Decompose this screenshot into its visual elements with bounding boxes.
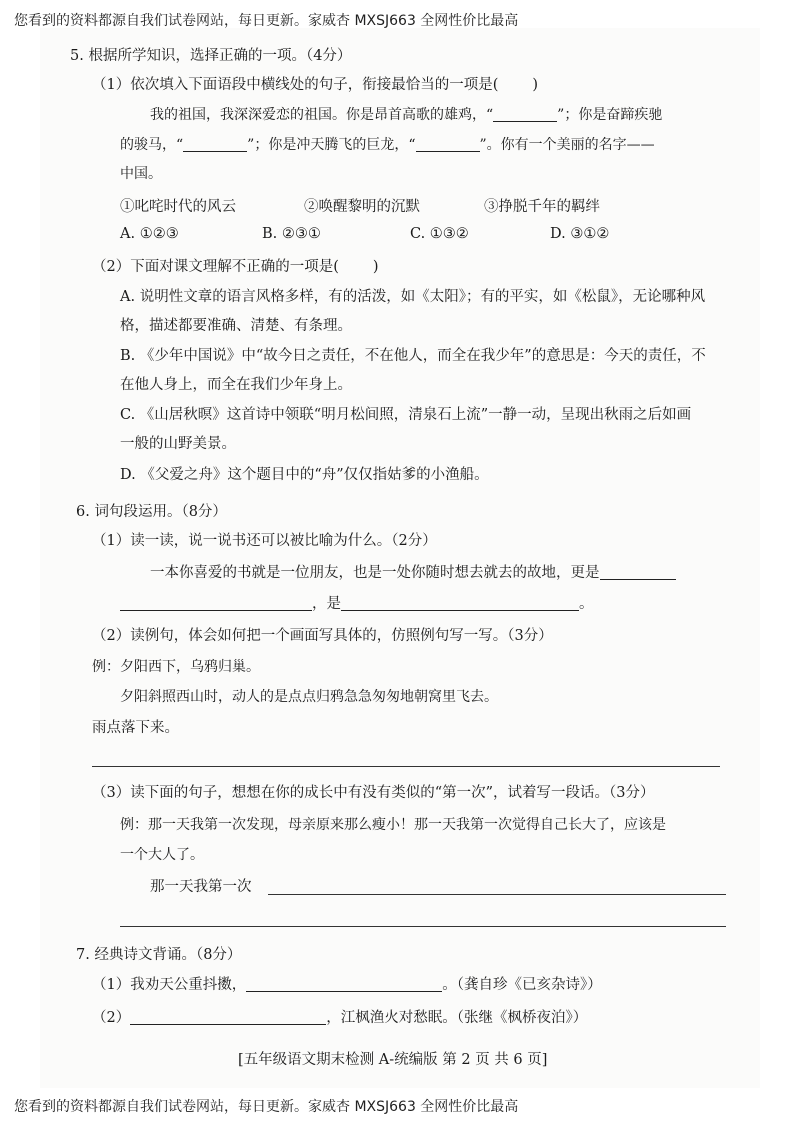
q5-1-stem: （1）依次填入下面语段中横线处的句子，衔接最恰当的一项是( ) bbox=[92, 77, 539, 93]
q6-title: 6. 词句段运用。（8分） bbox=[76, 504, 227, 520]
q7-title: 7. 经典诗文背诵。（8分） bbox=[76, 947, 242, 963]
q5-2-option-d[interactable]: D. 《父爱之舟》这个题目中的“舟”仅仅指姑爹的小渔船。 bbox=[120, 467, 489, 483]
q5-2-option-a-line2: 格，描述都要准确、清楚、有条理。 bbox=[120, 318, 352, 334]
q7-blank-2[interactable] bbox=[130, 1008, 326, 1025]
phrase-1: ①叱咤时代的风云 bbox=[120, 199, 236, 215]
watermark-top: 您看到的资料都源自我们试卷网站，每日更新。家威杏 MXSJ663 全网性价比最高 bbox=[14, 13, 519, 29]
passage-blank-1[interactable] bbox=[493, 105, 557, 122]
q5-2-option-a-line1[interactable]: A. 说明性文章的语言风格多样，有的活泼，如《太阳》；有的平实，如《松鼠》，无论哪种风 bbox=[120, 289, 706, 305]
paper-sheet bbox=[40, 28, 760, 1088]
q6-2-prompt: 雨点落下来。 bbox=[92, 720, 179, 736]
q7-line2: （2） ，江枫渔火对愁眠。（张继《枫桥夜泊》） bbox=[92, 1010, 588, 1026]
q5-2-option-c-line1[interactable]: C. 《山居秋暝》这首诗中领联“明月松间照，清泉石上流”一静一动，呈现出秋雨之后如画 bbox=[120, 407, 692, 423]
q6-1-blank-1[interactable] bbox=[600, 563, 676, 580]
q6-1-stem: （1）读一读，说一说书还可以被比喻为什么。（2分） bbox=[92, 533, 437, 549]
passage-blank-3[interactable] bbox=[416, 135, 480, 152]
phrase-3: ③挣脱千年的羁绊 bbox=[484, 199, 600, 215]
phrase-2: ②唤醒黎明的沉默 bbox=[304, 199, 420, 215]
option-b[interactable]: B. ②③① bbox=[262, 226, 321, 242]
page-footer: [五年级语文期末检测 A-统编版 第 2 页 共 6 页] bbox=[238, 1052, 548, 1068]
q6-3-answer-line-1[interactable] bbox=[268, 894, 726, 895]
q6-3-example-line1: 例：那一天我第一次发现，母亲原来那么瘦小！那一天我第一次觉得自己长大了，应该是 bbox=[120, 817, 666, 833]
q6-1-line2: ，是 。 bbox=[120, 593, 594, 615]
q5-2-option-c-line2: 一般的山野美景。 bbox=[120, 436, 236, 452]
q6-1-blank-2[interactable] bbox=[120, 594, 312, 611]
q7-blank-1[interactable] bbox=[246, 975, 442, 992]
q6-2-answer-line[interactable] bbox=[92, 766, 720, 767]
q6-2-example-label: 例：夕阳西下，乌鸦归巢。 bbox=[92, 659, 260, 675]
option-d[interactable]: D. ③①② bbox=[550, 226, 610, 242]
q5-1-passage-line3: 中国。 bbox=[120, 166, 162, 182]
q5-2-stem: （2）下面对课文理解不正确的一项是( ) bbox=[92, 259, 379, 275]
passage-blank-2[interactable] bbox=[183, 135, 247, 152]
q6-1-blank-3[interactable] bbox=[341, 594, 579, 611]
q5-2-option-b-line2: 在他人身上，而全在我们少年身上。 bbox=[120, 377, 352, 393]
q6-3-prompt: 那一天我第一次 bbox=[150, 879, 252, 895]
q6-1-line1: 一本你喜爱的书就是一位朋友，也是一处你随时想去就去的故地，更是 bbox=[150, 562, 676, 584]
q6-3-answer-line-2[interactable] bbox=[120, 926, 726, 927]
q7-line1: （1）我劝天公重抖擞， 。（龚自珍《已亥杂诗》） bbox=[92, 977, 602, 993]
q5-title: 5. 根据所学知识，选择正确的一项。（4分） bbox=[70, 48, 352, 64]
q5-1-passage-line1: 我的祖国，我深深爱恋的祖国。你是昂首高歌的雄鸡，“ ”；你是奋蹄疾驰 bbox=[150, 107, 663, 123]
q5-1-passage-line2: 的骏马，“ ”；你是冲天腾飞的巨龙，“ ”。你有一个美丽的名字—— bbox=[120, 137, 655, 153]
option-a[interactable]: A. ①②③ bbox=[120, 226, 179, 242]
q6-2-stem: （2）读例句，体会如何把一个画面写具体的，仿照例句写一写。（3分） bbox=[92, 628, 553, 644]
option-c[interactable]: C. ①③② bbox=[410, 226, 469, 242]
watermark-bottom: 您看到的资料都源自我们试卷网站，每日更新。家威杏 MXSJ663 全网性价比最高 bbox=[14, 1099, 519, 1115]
q6-2-example-text: 夕阳斜照西山时，动人的是点点归鸦急急匆匆地朝窝里飞去。 bbox=[120, 689, 498, 705]
q6-3-example-line2: 一个大人了。 bbox=[120, 847, 204, 863]
q5-2-option-b-line1[interactable]: B. 《少年中国说》中“故今日之责任，不在他人，而全在我少年”的意思是：今天的责任，不 bbox=[120, 348, 706, 364]
q6-3-stem: （3）读下面的句子，想想在你的成长中有没有类似的“第一次”，试着写一段话。（3分） bbox=[92, 785, 655, 801]
